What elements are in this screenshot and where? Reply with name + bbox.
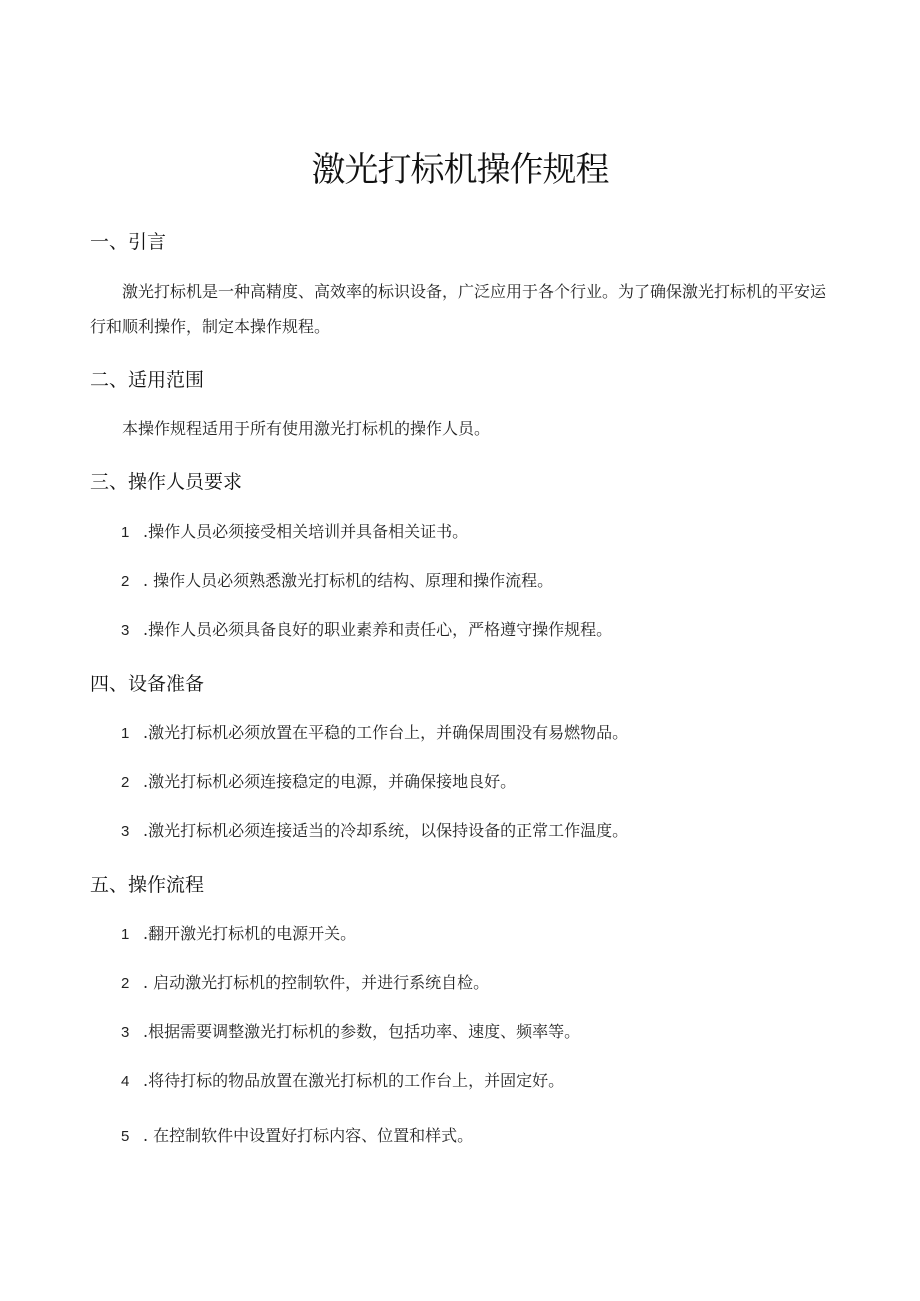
list-item [121, 721, 821, 746]
list-item [121, 520, 821, 545]
list-item-number: 3 [121, 823, 130, 840]
list-item-number: 2 [121, 573, 130, 590]
list-item-number: 3 [121, 1024, 130, 1041]
list-item-number: 1 [121, 926, 130, 943]
list-item-number: 2 [121, 975, 130, 992]
list-item-number: 5 [121, 1128, 130, 1145]
list-item-text: .翻开激光打标机的电源开关。 [143, 924, 357, 943]
list-item-number: 1 [121, 725, 130, 742]
list-item [121, 1124, 821, 1149]
document-title: 激光打标机操作规程 [311, 150, 609, 190]
section-heading-operation-procedure: 五、操作流程 [90, 874, 205, 896]
list-item-text: . 在控制软件中设置好打标内容、位置和样式。 [143, 1126, 474, 1145]
list-item [121, 1069, 821, 1094]
section-paragraph-introduction: 激光打标机是一种高精度、高效率的标识设备，广泛应用于各个行业。为了确保激光打标机的平安运行和顺利操作，制定本操作规程。 [90, 282, 827, 336]
list-item [121, 819, 821, 844]
list-item-text: .激光打标机必须连接稳定的电源，并确保接地良好。 [143, 772, 517, 791]
list-item-number: 2 [121, 774, 130, 791]
list-item [121, 971, 821, 996]
list-item [121, 770, 821, 795]
list-item [121, 618, 821, 643]
list-item-text: .操作人员必须具备良好的职业素养和责任心，严格遵守操作规程。 [143, 620, 613, 639]
list-item [121, 569, 821, 594]
list-item [121, 922, 821, 947]
list-item-text: .根据需要调整激光打标机的参数，包括功率、速度、频率等。 [143, 1022, 581, 1041]
list-item-text: .激光打标机必须放置在平稳的工作台上，并确保周围没有易燃物品。 [143, 723, 629, 742]
list-item-text: .操作人员必须接受相关培训并具备相关证书。 [143, 522, 469, 541]
section-heading-scope: 二、适用范围 [90, 369, 205, 391]
list-item-text: .激光打标机必须连接适当的冷却系统，以保持设备的正常工作温度。 [143, 821, 629, 840]
section-heading-equipment-preparation: 四、设备准备 [90, 673, 205, 695]
list-item-number: 4 [121, 1073, 130, 1090]
list-item-number: 1 [121, 524, 130, 541]
section-heading-operator-requirements: 三、操作人员要求 [90, 471, 243, 493]
list-item [121, 1020, 821, 1045]
list-item-text: .将待打标的物品放置在激光打标机的工作台上，并固定好。 [143, 1071, 565, 1090]
list-item-text: . 启动激光打标机的控制软件，并进行系统自检。 [143, 973, 490, 992]
section-heading-introduction: 一、引言 [90, 231, 167, 253]
section-paragraph-scope: 本操作规程适用于所有使用激光打标机的操作人员。 [122, 419, 491, 438]
list-item-number: 3 [121, 622, 130, 639]
list-item-text: . 操作人员必须熟悉激光打标机的结构、原理和操作流程。 [143, 571, 554, 590]
